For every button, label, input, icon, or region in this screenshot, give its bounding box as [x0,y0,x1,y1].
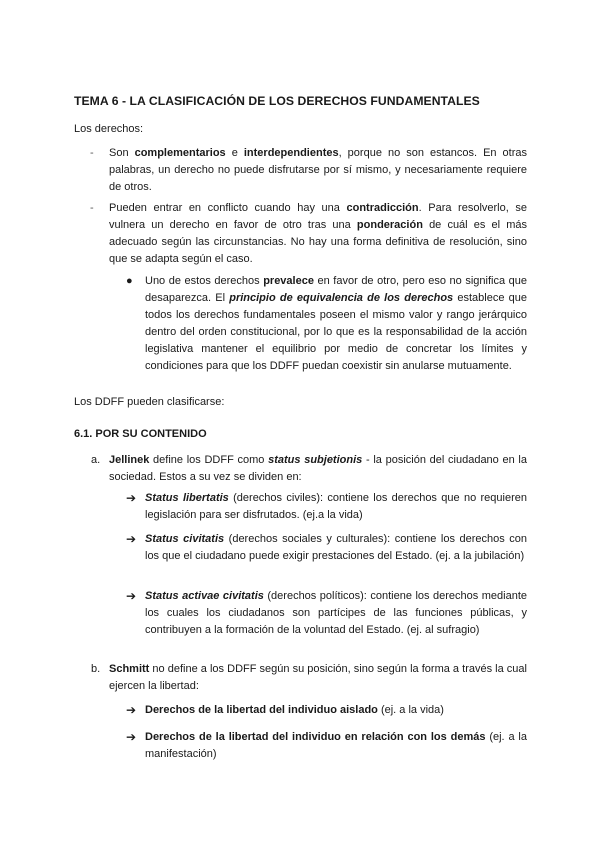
paragraph-contradiccion: Pueden entrar en conflicto cuando hay una contradicción. Para resolverlo, se vulnera un derecho en favor de otro tras una ponderación de cuál es el más adecuado según las circunstancias. No hay una forma definitiva de resolución, sino que se adapta según el caso. [109,202,528,265]
arrow-icon: ➔ [126,703,137,717]
list-letter-a: a. [91,454,101,466]
libertad-individuo-relacion: Derechos de la libertad del individuo en relación con los demás (ej. a la manifestación) [145,731,527,760]
document-title: TEMA 6 - LA CLASIFICACIÓN DE LOS DERECHOS FUNDAMENTALES [74,94,480,108]
paragraph-prevalece: Uno de estos derechos prevalece en favor de otro, pero eso no significa que desaparezca. El principio de equivalencia de los derechos establece que todos los derechos fundamentales poseen el mismo valor y rango jerárquico dentro del orden constitucional, por lo que es la responsabilidad de la acción legislativa mantener el equilibrio por medio de concretar los límites y condiciones para que los DDFF puedan coexistir sin anularse mutuamente. [145,275,527,372]
dash-marker: - [90,202,94,214]
arrow-icon: ➔ [126,589,137,603]
status-civitatis: Status civitatis (derechos sociales y culturales): contiene los derechos con los que el ciudadano puede exigir prestaciones del Estado. (ej. a la jubilación) [145,533,527,562]
paragraph-jellinek: Jellinek define los DDFF como status subjetionis - la posición del ciudadano en la sociedad. Estos a su vez se dividen en: [109,454,527,483]
section-heading: 6.1. POR SU CONTENIDO [74,428,207,440]
arrow-icon: ➔ [126,532,137,546]
arrow-icon: ➔ [126,730,137,744]
paragraph-schmitt: Schmitt no define a los DDFF según su posición, sino según la forma a través la cual ejercen la libertad: [109,663,527,692]
intro-text: Los derechos: [74,123,144,135]
bullet-marker: ● [126,275,133,287]
dash-marker: - [90,147,94,159]
arrow-icon: ➔ [126,491,137,505]
status-activae-civitatis: Status activae civitatis (derechos políticos): contiene los derechos mediante los cuales los ciudadanos son partícipes de las funciones públicas, y contribuyen a la formación de la voluntad del Estado. (ej. al sufragio) [145,590,527,636]
libertad-individuo-aislado: Derechos de la libertad del individuo aislado (ej. a la vida) [145,704,444,716]
classify-intro: Los DDFF pueden clasificarse: [74,396,225,408]
list-letter-b: b. [91,663,101,675]
paragraph-complementarios: Son complementarios e interdependientes, porque no son estancos. En otras palabras, un derecho no puede disfrutarse por sí mismo, y necesariamente requiere de otros. [109,147,527,193]
status-libertatis: Status libertatis (derechos civiles): contiene los derechos que no requieren legislación para ser disfrutados. (ej.a la vida) [145,492,527,521]
